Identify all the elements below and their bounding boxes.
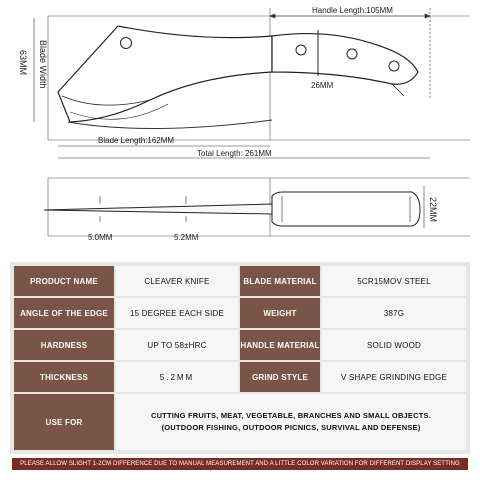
value-thickness: 5.2MM [116, 362, 238, 392]
value-use-for [116, 394, 466, 450]
label-weight: WEIGHT [240, 298, 320, 328]
label-handle-material: HANDLE MATERIAL [240, 330, 320, 360]
cleaver-top-view [44, 192, 420, 226]
handle-rivet-2 [347, 49, 357, 59]
value-weight: 387G [322, 298, 466, 328]
label-hardness: HARDNESS [14, 330, 114, 360]
blade-length-label: Blade Length:162MM [98, 136, 175, 145]
thickness-left-label: 5.0MM [88, 233, 113, 242]
blade-spine-view [44, 204, 272, 214]
blade-outline [58, 26, 272, 122]
handle-lanyard-tail [392, 84, 404, 96]
label-thickness: THICKNESS [14, 362, 114, 392]
handle-length-label: Handle Length:105MM [312, 6, 393, 15]
measurement-disclaimer: PLEASE ALLOW SLIGHT 1-2CM DIFFERENCE DUE TO MANUAL MEASUREMENT AND A LITTLE COLOR VARIATION FOR DIFFERENT DISPLAY SETTING [12, 458, 468, 470]
value-grind-style: V SHAPE GRINDING EDGE [322, 362, 466, 392]
value-edge-angle: 15 DEGREE EACH SIDE [116, 298, 238, 328]
cleaver-side-view [58, 26, 418, 129]
handle-height-label: 26MM [311, 81, 334, 90]
handle-top-view [272, 192, 420, 226]
handle-outline [272, 34, 418, 85]
use-for-line-2: (OUTDOOR FISHING, OUTDOOR PICNICS, SURVIVAL AND DEFENSE) [161, 423, 421, 432]
spec-table [10, 262, 470, 454]
total-length-label: Total Length: 261MM [197, 149, 272, 158]
value-handle-material: SOLID WOOD [322, 330, 466, 360]
handle-rivet-1 [296, 45, 306, 55]
blade-width-value: 63MM [18, 50, 28, 76]
blade-width-label: Blade Width [38, 40, 48, 89]
handle-rivet-3 [389, 61, 399, 71]
blade-hole [121, 38, 132, 49]
label-grind-style: GRIND STYLE [240, 362, 320, 392]
blade-edge-bottom [68, 120, 272, 129]
thickness-right-label: 5.2MM [174, 233, 199, 242]
use-for-line-1: CUTTING FRUITS, MEAT, VEGETABLE, BRANCHES AND SMALL OBJECTS. [150, 411, 432, 420]
label-use-for: USE FOR [14, 394, 114, 450]
label-edge-angle: ANGLE OF THE EDGE [14, 298, 114, 328]
handle-thickness-label: 22MM [428, 197, 438, 223]
label-product-name: PRODUCT NAME [14, 266, 114, 296]
value-hardness: UP TO 58±HRC [116, 330, 238, 360]
value-blade-material: 5CR15MOV STEEL [322, 266, 466, 296]
label-blade-material: BLADE MATERIAL [240, 266, 320, 296]
value-product-name: CLEAVER KNIFE [116, 266, 238, 296]
